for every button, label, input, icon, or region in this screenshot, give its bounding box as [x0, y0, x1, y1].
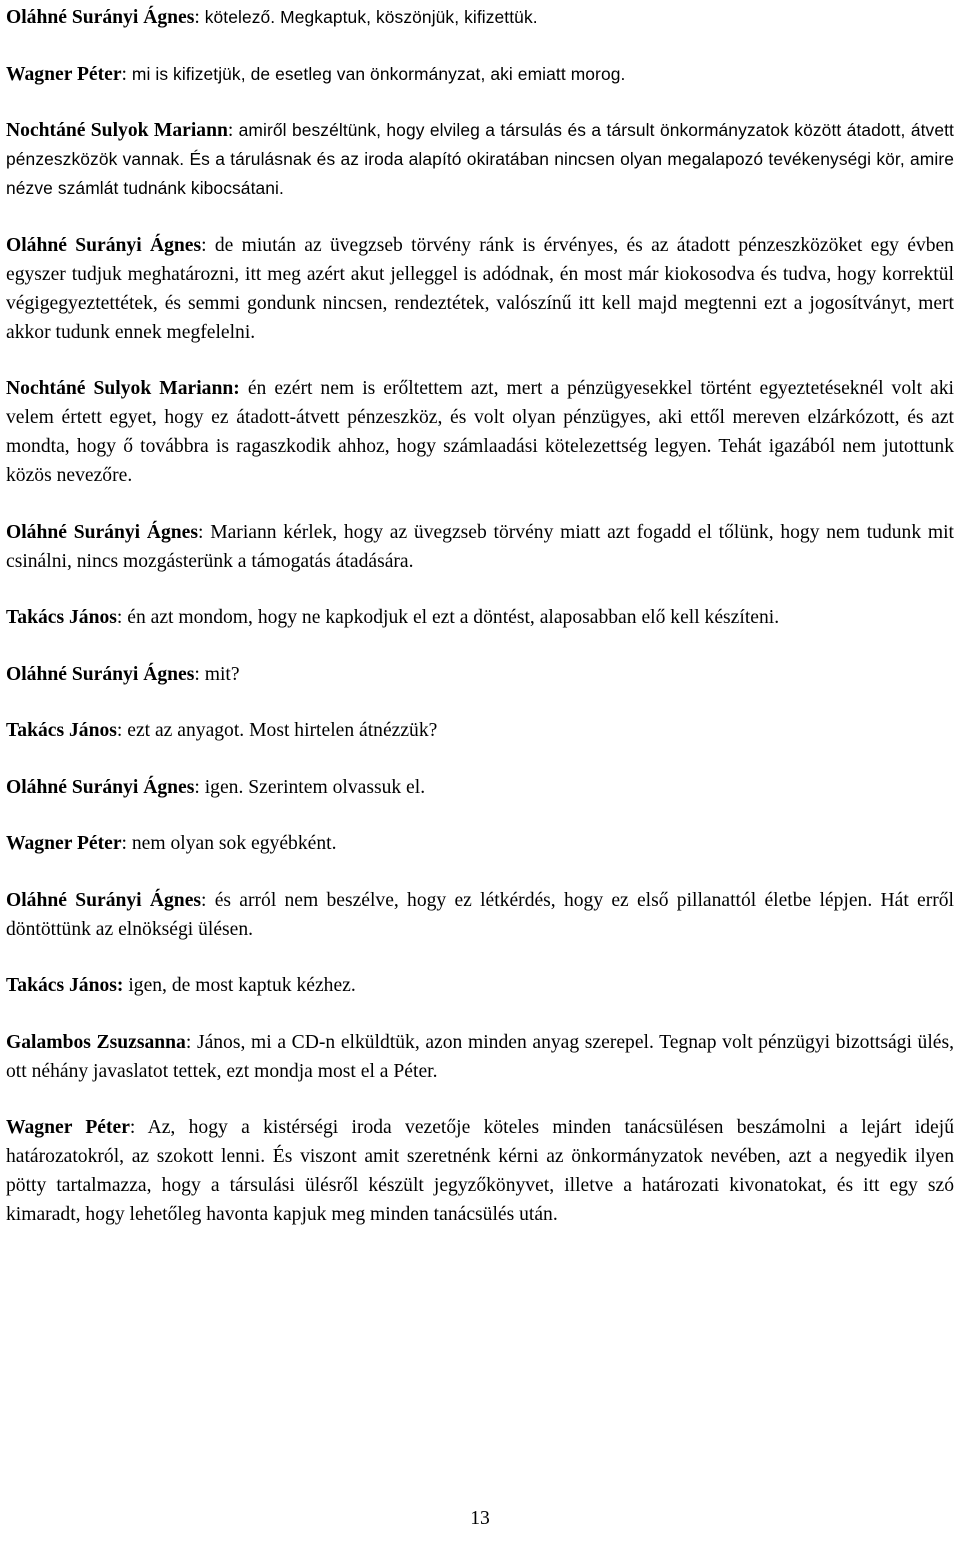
speaker-separator: : — [116, 607, 128, 628]
speaker-separator: : — [121, 63, 132, 85]
dialogue-text: igen. Szerintem olvassuk el. — [204, 776, 426, 798]
speaker-separator: : — [116, 720, 128, 741]
speaker-name: Takács János — [6, 607, 117, 628]
speaker-name: Wagner Péter — [6, 63, 122, 85]
dialogue-text: Mariann kérlek, hogy az üvegzseb törvény miatt azt fogadd el tőlünk, hogy nem tudunk mit csinálni, nincs mozgásterünk a támogatás átadására. — [6, 521, 954, 572]
dialogue-paragraph — [6, 829, 954, 858]
dialogue-paragraph — [6, 116, 954, 203]
speaker-separator: : — [194, 663, 205, 685]
speaker-separator: : — [194, 776, 205, 798]
speaker-name: Wagner Péter — [6, 833, 122, 854]
speaker-name: Oláhné Surányi Ágnes — [6, 234, 202, 256]
dialogue-paragraph — [6, 1028, 954, 1086]
dialogue-text: én azt mondom, hogy ne kapkodjuk el ezt a döntést, alaposabban elő kell készíteni. — [127, 607, 780, 628]
dialogue-paragraph — [6, 716, 954, 745]
dialogue-paragraph — [6, 1113, 954, 1229]
speaker-separator: : — [227, 120, 239, 141]
speaker-name: Takács János — [6, 720, 117, 741]
dialogue-paragraph — [6, 773, 954, 802]
speaker-name: Nochtáné Sulyok Mariann: — [6, 378, 240, 399]
speaker-name: Oláhné Surányi Ágnes — [6, 663, 195, 685]
speaker-name: Oláhné Surányi Ágnes — [6, 776, 195, 798]
dialogue-paragraph — [6, 971, 954, 1000]
dialogue-paragraph — [6, 3, 954, 32]
speaker-name: Wagner Péter — [6, 1117, 130, 1138]
dialogue-text: én ezért nem is erőltettem azt, mert a pénzügyesekkel történt egyeztetéseknél volt aki velem értett egyet, hogy ez átadott-átvett pénzeszköz, és volt olyan pénzügyes, aki ettől mereven elzárkózott, és azt mondta, hogy ő továbbra is ragaszkodik ahhoz, hogy számlaadási kötelezettség legyen. Tehát igazából nem jutottunk közös nevezőre. — [6, 378, 954, 486]
speaker-name: Galambos Zsuzsanna — [6, 1031, 186, 1053]
dialogue-paragraph — [6, 231, 954, 347]
document-page — [6, 3, 954, 1257]
dialogue-paragraph — [6, 374, 954, 490]
speaker-separator: : — [201, 889, 215, 911]
speaker-separator: : — [198, 521, 211, 543]
speaker-name: Oláhné Surányi Ágnes — [6, 521, 199, 543]
speaker-separator: : — [121, 833, 132, 854]
dialogue-paragraph — [6, 660, 954, 689]
dialogue-text: és arról nem beszélve, hogy ez létkérdés, hogy ez első pillanattól életbe lépjen. Hát erről döntöttünk az elnökségi ülésen. — [6, 889, 954, 940]
dialogue-text: mi is kifizetjük, de esetleg van önkormányzat, aki emiatt morog. — [131, 63, 626, 84]
dialogue-text: János, mi a CD-n elküldtük, azon minden anyag szerepel. Tegnap volt pénzügyi bizottsági ülés, ott néhány javaslatot tettek, ezt mondja most el a Péter. — [6, 1031, 954, 1082]
dialogue-text: Az, hogy a kistérségi iroda vezetője köteles minden tanácsülésen beszámolni a lejárt idejű határozatokról, az szokott lenni. És viszont amit szeretnénk kérni az önkormányzatok nevében, azt a negyedik ilyen pötty tartalmazza, hogy a társulási ülésről készült jegyzőkönyvet, illetve a határozati kivonatokat, és itt egy szó kimaradt, hogy lehetőleg havonta kapjuk meg minden tanácsülés után. — [6, 1117, 954, 1225]
dialogue-text: mit? — [204, 663, 240, 685]
speaker-separator: : — [185, 1031, 197, 1053]
speaker-name: Takács János: — [6, 975, 124, 996]
speaker-name: Oláhné Surányi Ágnes — [6, 7, 195, 28]
dialogue-text: nem olyan sok egyébként. — [131, 833, 337, 854]
dialogue-text: ezt az anyagot. Most hirtelen átnézzük? — [127, 720, 438, 741]
dialogue-text: amiről beszéltünk, hogy elvileg a társulás és a társult önkormányzatok között átadott, átvett pénzeszközök vannak. És a tárulásnak és az iroda alapító okiratában nincsen olyan megalapozó tevékenységi kör, amire nézve számlát tudnánk kibocsátani. — [6, 120, 954, 198]
speaker-separator: : — [129, 1117, 148, 1138]
speaker-separator: : — [194, 7, 205, 28]
dialogue-paragraph — [6, 60, 954, 89]
dialogue-paragraph — [6, 886, 954, 944]
page-number: 13 — [470, 1508, 490, 1529]
dialogue-text: igen, de most kaptuk kézhez. — [128, 975, 356, 996]
dialogue-paragraph — [6, 603, 954, 632]
dialogue-text: de miután az üvegzseb törvény ránk is érvényes, és az átadott pénzeszközöket egy évben egyszer tudjuk meghatározni, itt meg azért akut jelleggel is adódnak, én most már kiokosodva és tudva, hogy korrektül végigegyeztettétek, és semmi gondunk nincsen, rendeztétek, valószínű itt kell majd megtenni ezt a jogosítványt, mert akkor tudunk ennek megfelelni. — [6, 234, 954, 343]
speaker-separator: : — [201, 234, 215, 256]
speaker-separator — [240, 378, 248, 399]
speaker-name: Oláhné Surányi Ágnes — [6, 889, 202, 911]
dialogue-paragraph — [6, 518, 954, 576]
dialogue-text: kötelező. Megkaptuk, köszönjük, kifizettük. — [204, 7, 538, 27]
speaker-name: Nochtáné Sulyok Mariann — [6, 120, 228, 141]
